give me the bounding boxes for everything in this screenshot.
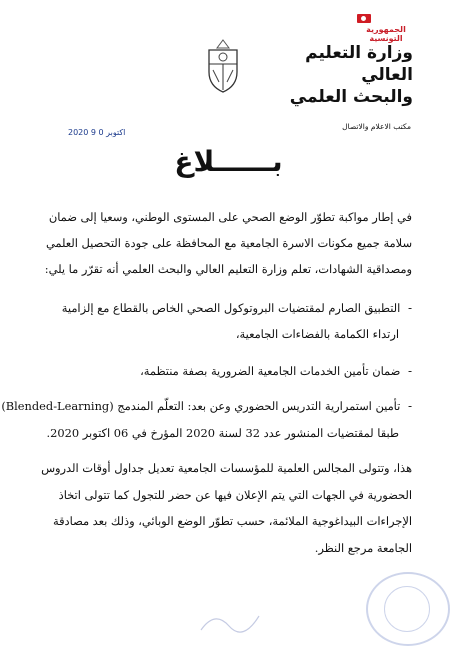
body-line: الجامعة مرجع النظر. (314, 541, 412, 555)
bullet-continuation: طبقا لمقتضيات المنشور عدد 32 لسنة 2020 المؤرخ في 06 اكتوبر 2020. (46, 426, 399, 440)
ministry-line-2: والبحث العلمي (289, 87, 413, 107)
body-line: سلامة جميع مكونات الاسرة الجامعية مع المحافظة على جودة التحصيل العلمي (45, 236, 412, 250)
bullet-continuation: ارتداء الكمامة بالفضاءات الجامعية، (235, 327, 399, 341)
signature-stamp (195, 590, 275, 642)
body-line: في إطار مواكبة تطوّر الوضع الصحي على المستوى الوطني، وسعيا إلى ضمان (48, 210, 412, 224)
date-stamp: 2020 اكتوبر 0 9 (68, 128, 126, 137)
official-seal (366, 572, 450, 646)
document-title: بــــــلاغ (174, 145, 283, 178)
bullet-item: - التطبيق الصارم لمقتضيات البروتوكول الصحي الخاص بالقطاع مع إلزامية (61, 301, 412, 315)
bullet-item: - تأمين استمرارية التدريس الحضوري وعن بعد: التعلّم المندمج (Blended-Learning) (1, 399, 412, 413)
ministry-line-1: وزارة التعليم العالي (305, 43, 413, 85)
body-line: هذا، وتتولى المجالس العلمية للمؤسسات الجامعية تعديل جداول أوقات الدروس (41, 461, 412, 475)
bullet-item: - ضمان تأمين الخدمات الجامعية الضرورية بصفة منتظمة، (140, 364, 412, 378)
body-line: الحضورية في الجهات التي يتم الإعلان فيها عن حضر للتجول كما تتولى اتخاذ (58, 488, 412, 502)
ministry-name (283, 42, 413, 108)
republic-label: الجمهورية التونسية (366, 25, 406, 43)
body-line: الإجراءات البيداغوجية الملائمة، حسب تطوّر الوضع الوبائي، وذلك بعد مصادقة (52, 514, 412, 528)
body-line: ومصداقية الشهادات، تعلم وزارة التعليم العالي والبحث العلمي أنه تقرّر ما يلي: (44, 262, 412, 276)
coat-of-arms-emblem (204, 38, 242, 94)
office-label: مكتب الاعلام والاتصال (342, 122, 411, 131)
tunisia-flag-icon (357, 14, 371, 23)
